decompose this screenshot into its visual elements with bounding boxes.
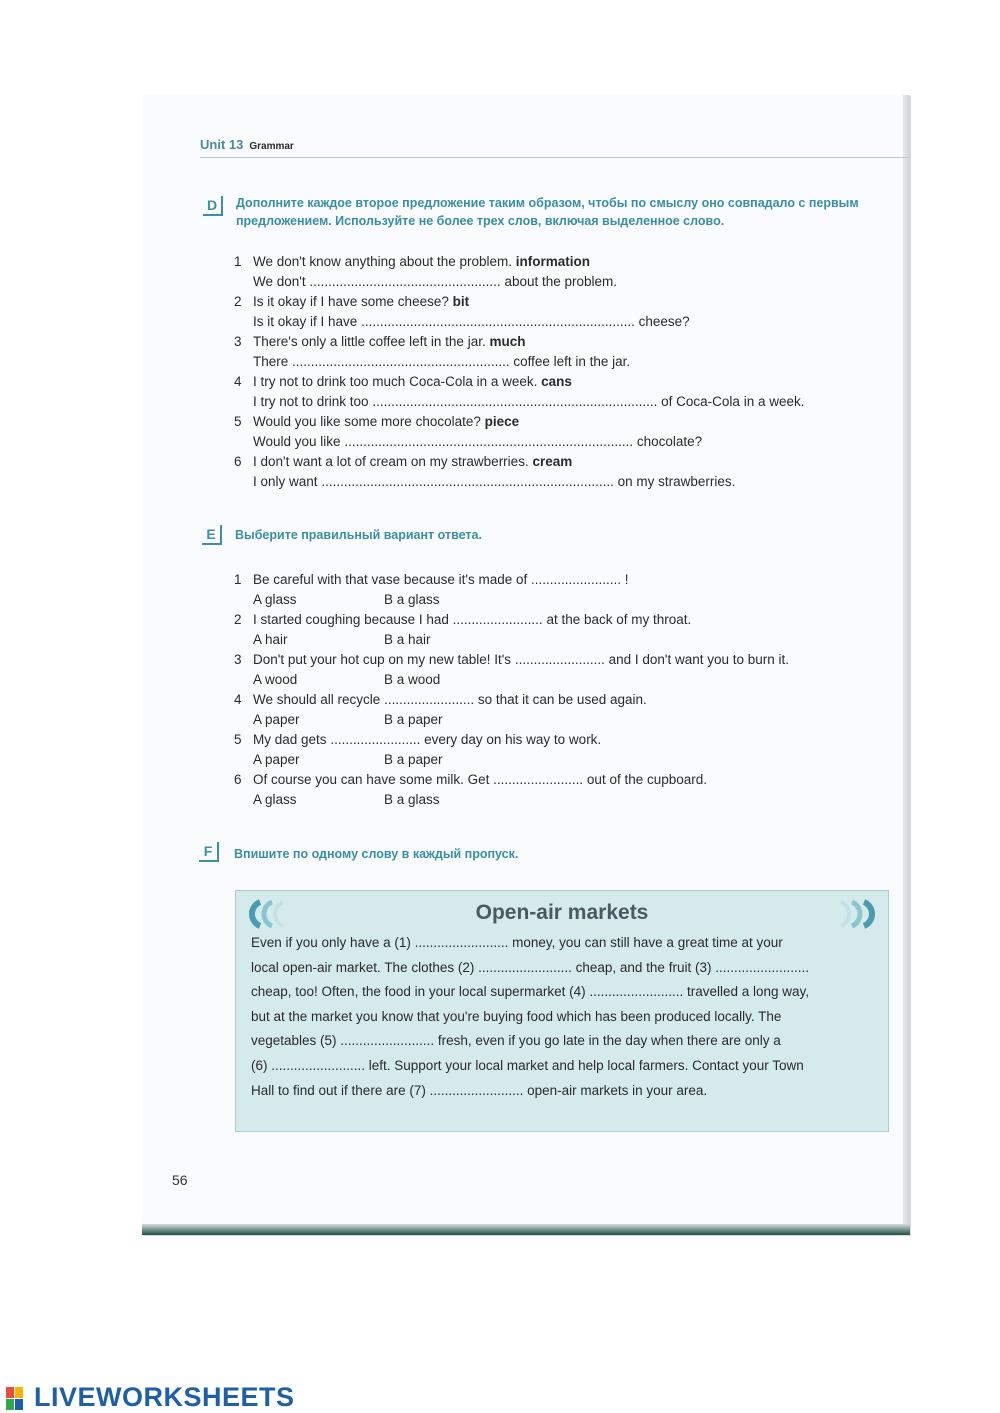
answer-blank[interactable]: .......................................................... — [292, 354, 510, 369]
answer-options — [253, 790, 707, 810]
exercise-e-items — [234, 570, 789, 810]
question-before: My dad gets — [253, 732, 327, 747]
exercise-e-item — [234, 610, 789, 650]
option-b[interactable]: B a glass — [384, 792, 440, 807]
exercise-d-instruction: Дополните каждое второе предложение таким образом, чтобы по смыслу оно совпадало с первым предложением. Используйте не более трех слов, включая выделенное слово. — [236, 196, 859, 228]
answer-blank[interactable]: ........................ — [452, 612, 543, 627]
reading-line: (6) ......................... left. Support your local market and help local farmers. Contact your Town — [251, 1057, 804, 1073]
answer-blank[interactable]: .............................................................................. — [321, 474, 614, 489]
exercise-e-instruction: Выберите правильный вариант ответа. — [235, 528, 482, 542]
rewrite-sentence — [253, 272, 617, 292]
sentence-text: We don't know anything about the problem. — [253, 254, 512, 269]
rewrite-start: Is it okay if I have — [253, 314, 358, 329]
item-body — [253, 412, 702, 452]
item-number: 5 — [234, 414, 242, 429]
option-a[interactable]: A paper — [253, 752, 300, 767]
exercise-d-item — [234, 332, 804, 372]
answer-blank[interactable]: ........................ — [330, 732, 421, 747]
page-header — [200, 137, 294, 152]
question-before: Of course you can have some milk. Get — [253, 772, 490, 787]
answer-blank[interactable]: ............................................................................ — [372, 394, 658, 409]
question-sentence — [253, 690, 647, 710]
item-body — [253, 730, 601, 770]
question-sentence — [253, 770, 707, 790]
item-body — [253, 372, 804, 412]
rewrite-end: cheese? — [638, 314, 690, 329]
question-after: every day on his way to work. — [424, 732, 602, 747]
page-bottom-edge — [142, 1224, 910, 1235]
item-number: 2 — [234, 294, 242, 309]
keyword: cans — [541, 374, 572, 389]
item-number: 3 — [234, 652, 242, 667]
question-sentence — [253, 730, 601, 750]
sentence-text: There's only a little coffee left in the jar. — [253, 334, 486, 349]
question-before: Don't put your hot cup on my new table! It's — [253, 652, 512, 667]
wave-decoration-icon — [834, 899, 882, 929]
exercise-d-item — [234, 252, 804, 292]
exercise-d-items — [234, 252, 804, 492]
exercise-e-badge: E — [202, 525, 222, 545]
sentence-text: Would you like some more chocolate? — [253, 414, 481, 429]
sentence-text: Is it okay if I have some cheese? — [253, 294, 449, 309]
question-sentence — [253, 570, 629, 590]
answer-blank[interactable]: ........................ — [384, 692, 475, 707]
question-after: and I don't want you to burn it. — [608, 652, 790, 667]
exercise-e-item — [234, 770, 789, 810]
exercise-e-item — [234, 730, 789, 770]
page-edge-shadow — [903, 95, 910, 1235]
item-number: 5 — [234, 732, 242, 747]
reading-line: Even if you only have a (1) ......................... money, you can still have a great time at your — [251, 935, 783, 950]
keyword: piece — [484, 414, 520, 429]
reading-line: but at the market you know that you're buying food which has been produced locally. The — [251, 1008, 782, 1024]
question-after: ! — [624, 572, 629, 587]
answer-blank[interactable]: ................................................... — [309, 274, 501, 289]
question-sentence — [253, 650, 789, 670]
option-a[interactable]: A hair — [253, 632, 288, 647]
exercise-d-item — [234, 412, 804, 452]
exercise-e-item — [234, 570, 789, 610]
section-label: Grammar — [249, 141, 294, 152]
exercise-d-item — [234, 452, 804, 492]
question-after: at the back of my throat. — [546, 612, 692, 627]
exercise-d-item — [234, 372, 804, 412]
option-b[interactable]: B a glass — [384, 592, 440, 607]
answer-blank[interactable]: ......................................................................... — [361, 314, 635, 329]
rewrite-end: on my strawberries. — [617, 474, 736, 489]
option-b[interactable]: B a paper — [384, 752, 443, 767]
item-body — [253, 292, 690, 332]
keyword: cream — [532, 454, 573, 469]
sentence-text: I try not to drink too much Coca-Cola in a week. — [253, 374, 538, 389]
option-a[interactable]: A glass — [253, 792, 297, 807]
rewrite-end: chocolate? — [636, 434, 703, 449]
original-sentence — [253, 372, 804, 392]
item-number: 6 — [234, 454, 242, 469]
answer-blank[interactable]: ........................ — [531, 572, 622, 587]
exercise-d-badge: D — [203, 196, 223, 216]
rewrite-end: coffee left in the jar. — [513, 354, 631, 369]
reading-line: vegetables (5) ......................... fresh, even if you go late in the day when there are only a — [251, 1033, 781, 1049]
item-body — [253, 332, 630, 372]
original-sentence — [253, 252, 617, 272]
answer-options — [253, 590, 629, 610]
answer-blank[interactable]: ............................................................................. — [344, 434, 634, 449]
rewrite-sentence — [253, 352, 630, 372]
option-a[interactable]: A paper — [253, 712, 300, 727]
question-after: so that it can be used again. — [477, 692, 647, 707]
option-b[interactable]: B a wood — [384, 672, 441, 687]
item-number: 1 — [234, 254, 242, 269]
original-sentence — [253, 412, 702, 432]
item-body — [253, 252, 617, 292]
reading-text — [251, 931, 876, 1103]
rewrite-sentence — [253, 312, 690, 332]
answer-options — [253, 670, 789, 690]
question-before: I started coughing because I had — [253, 612, 449, 627]
answer-blank[interactable]: ........................ — [514, 652, 605, 667]
item-number: 6 — [234, 772, 242, 787]
rewrite-start: Would you like — [253, 434, 341, 449]
item-body — [253, 650, 789, 690]
reading-line: local open-air market. The clothes (2) ......................... cheap, and the fruit (3) ......................... — [251, 959, 809, 975]
exercise-f-instruction: Впишите по одному слову в каждый пропуск. — [234, 847, 519, 861]
question-after: out of the cupboard. — [586, 772, 708, 787]
rewrite-sentence — [253, 392, 804, 412]
option-b[interactable]: B a paper — [384, 712, 443, 727]
item-number: 2 — [234, 612, 242, 627]
page-number: 56 — [172, 1172, 188, 1188]
original-sentence — [253, 292, 690, 312]
unit-label: Unit 13 — [200, 137, 244, 152]
original-sentence — [253, 452, 735, 472]
item-body — [253, 690, 647, 730]
brand-logo — [6, 1382, 295, 1413]
answer-options — [253, 630, 691, 650]
item-number: 1 — [234, 572, 242, 587]
sentence-text: I don't want a lot of cream on my strawberries. — [253, 454, 529, 469]
rewrite-end: about the problem. — [504, 274, 618, 289]
answer-options — [253, 750, 601, 770]
keyword: bit — [452, 294, 470, 309]
rewrite-start: We don't — [253, 274, 306, 289]
rewrite-start: I try not to drink too — [253, 394, 369, 409]
option-a[interactable]: A wood — [253, 672, 298, 687]
item-number: 4 — [234, 374, 242, 389]
question-sentence — [253, 610, 691, 630]
question-before: We should all recycle — [253, 692, 381, 707]
keyword: information — [515, 254, 591, 269]
original-sentence — [253, 332, 630, 352]
rewrite-start: There — [253, 354, 289, 369]
item-number: 3 — [234, 334, 242, 349]
keyword: much — [489, 334, 526, 349]
exercise-f-badge: F — [199, 842, 219, 862]
item-number: 4 — [234, 692, 242, 707]
reading-line: cheap, too! Often, the food in your local supermarket (4) ......................... travelled a long way, — [251, 984, 810, 1000]
exercise-e-item — [234, 690, 789, 730]
option-a[interactable]: A glass — [253, 592, 297, 607]
reading-text-box — [235, 890, 889, 1132]
item-body — [253, 452, 735, 492]
exercise-e-item — [234, 650, 789, 690]
header-divider — [200, 157, 908, 158]
liveworksheets-logo-icon — [6, 1387, 32, 1411]
answer-options — [253, 710, 647, 730]
exercise-d-item — [234, 292, 804, 332]
rewrite-sentence — [253, 432, 702, 452]
rewrite-start: I only want — [253, 474, 318, 489]
brand-name: LIVEWORKSHEETS — [34, 1382, 295, 1412]
item-body — [253, 770, 707, 810]
rewrite-sentence — [253, 472, 735, 492]
answer-blank[interactable]: ........................ — [493, 772, 584, 787]
option-b[interactable]: B a hair — [384, 632, 431, 647]
rewrite-end: of Coca-Cola in a week. — [661, 394, 805, 409]
reading-title: Open-air markets — [475, 901, 649, 924]
item-body — [253, 570, 629, 610]
reading-line: Hall to find out if there are (7) ......................... open-air markets in your area. — [251, 1082, 708, 1098]
question-before: Be careful with that vase because it's made of — [253, 572, 528, 587]
item-body — [253, 610, 691, 650]
